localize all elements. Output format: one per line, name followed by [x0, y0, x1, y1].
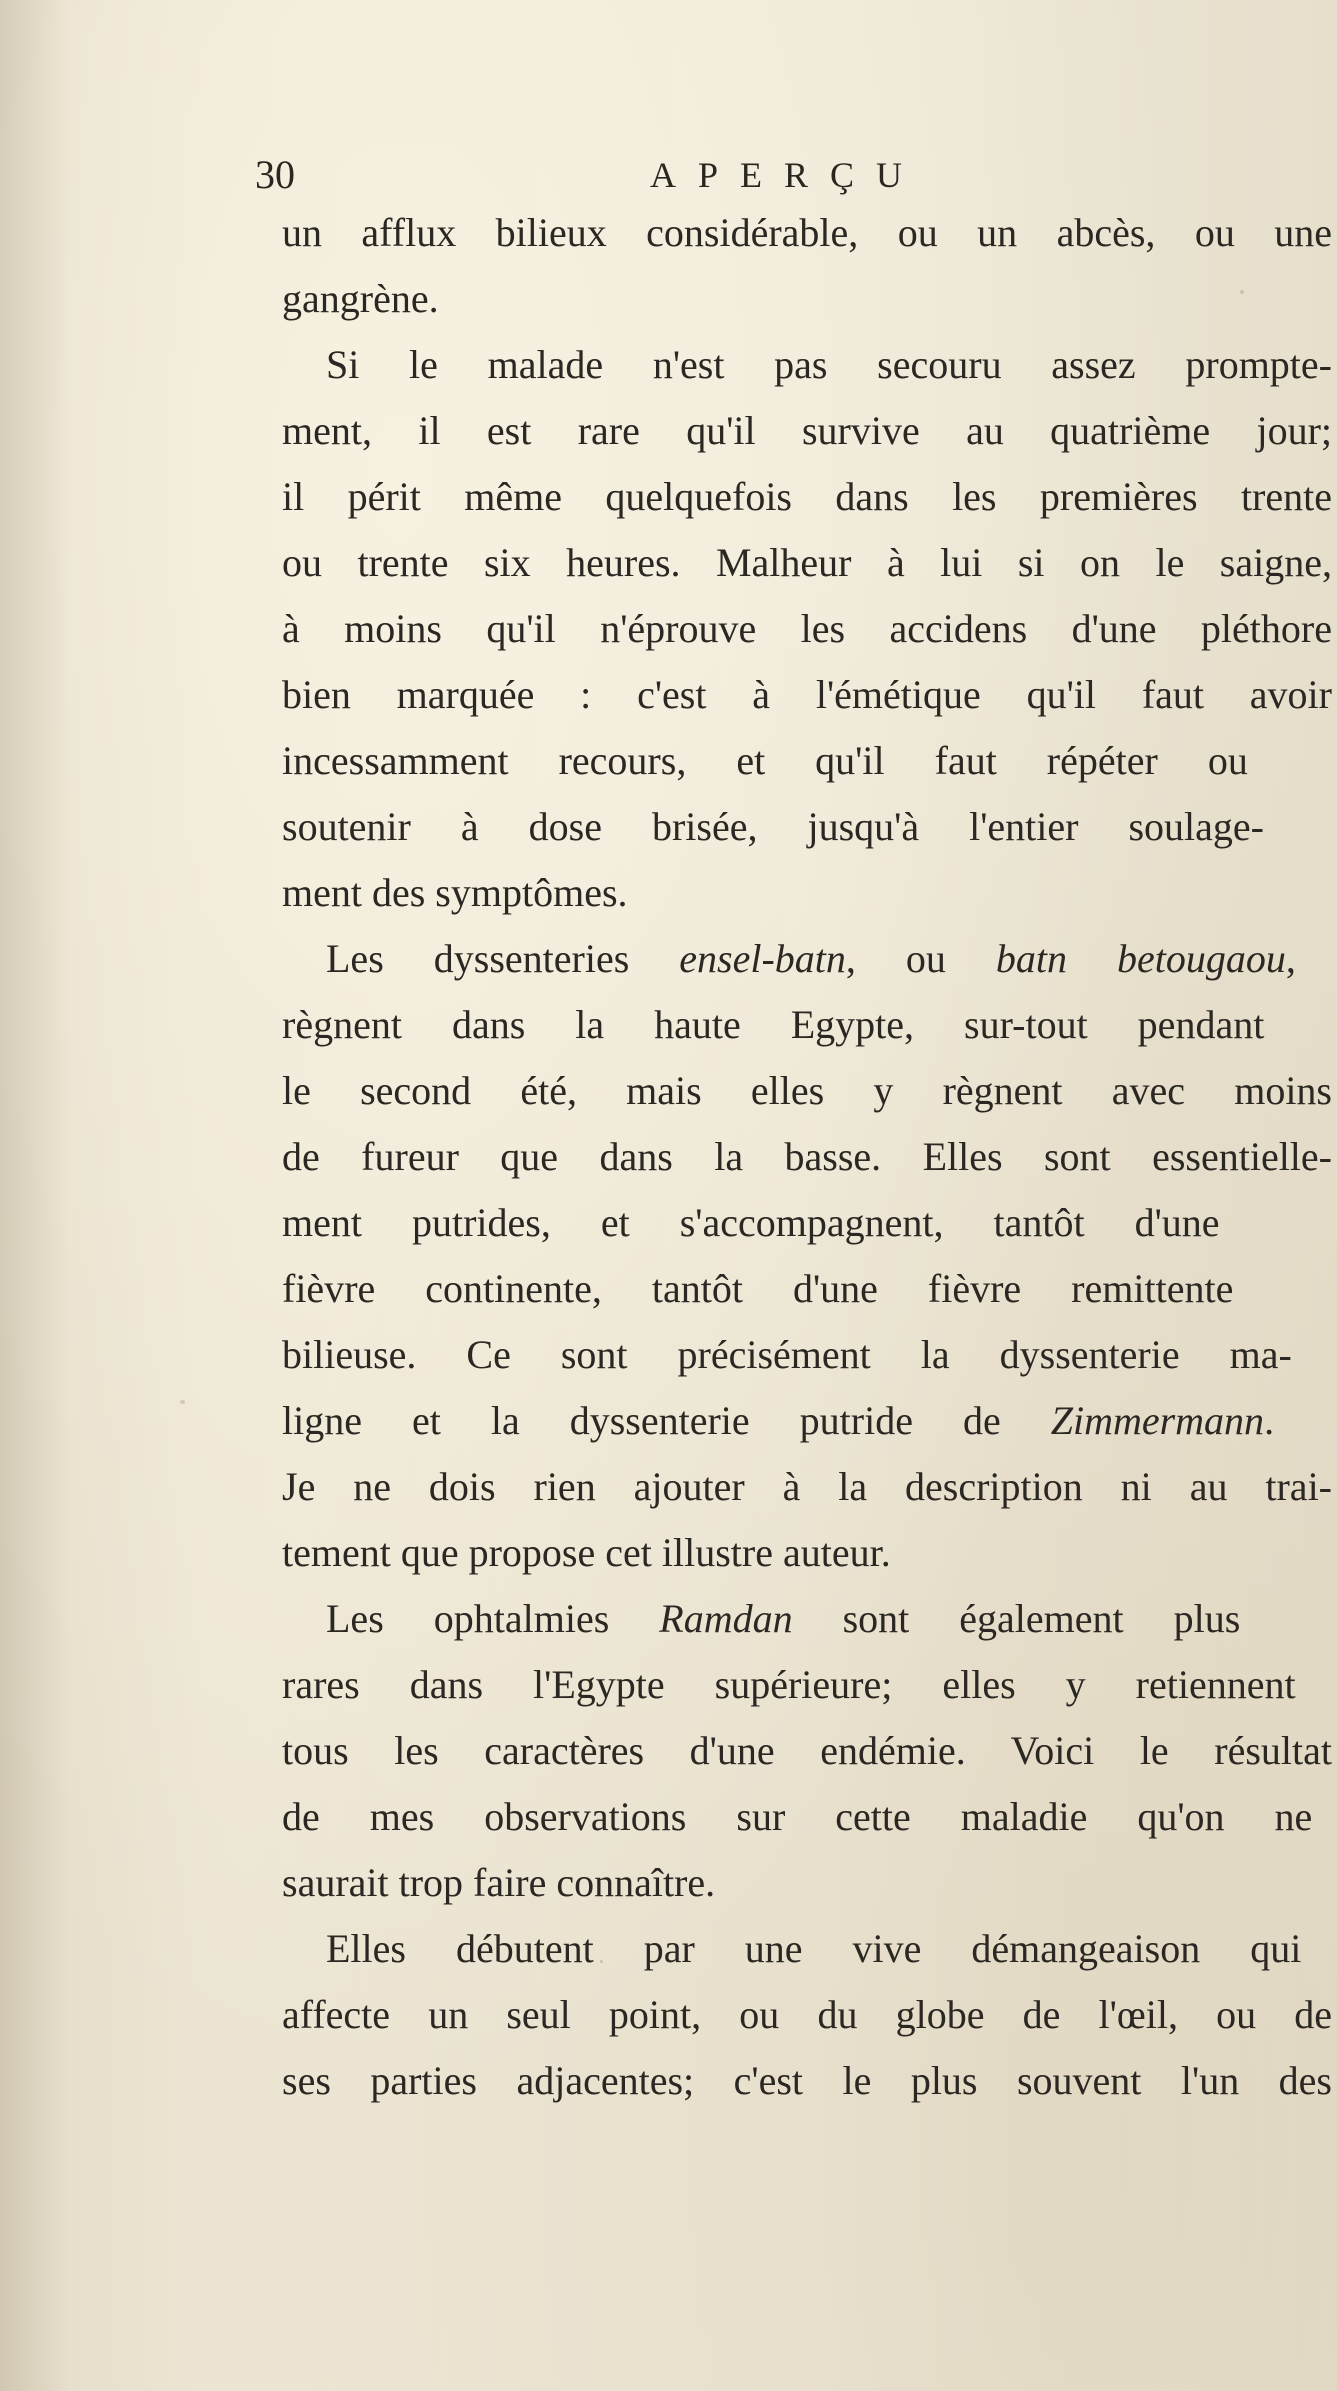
italic-term: Ramdan — [659, 1596, 793, 1641]
text-line — [282, 2048, 1332, 2114]
text-segment: bilieuse. Ce sont précisément la dyssenterie ma- — [282, 1332, 1292, 1377]
text-line — [282, 992, 1332, 1058]
text-line — [282, 860, 1332, 926]
text-line — [282, 1718, 1332, 1784]
text-segment: gangrène. — [282, 276, 439, 321]
text-segment: soutenir à dose brisée, jusqu'à l'entier soulage- — [282, 804, 1264, 849]
text-line — [282, 662, 1332, 728]
text-line — [282, 728, 1332, 794]
text-line — [282, 794, 1332, 860]
text-segment: bien marquée : c'est à l'émétique qu'il faut avoir — [282, 672, 1332, 717]
text-segment: tous les caractères d'une endémie. Voici le résultat — [282, 1728, 1332, 1773]
text-line — [282, 1256, 1332, 1322]
text-line — [282, 596, 1332, 662]
text-segment: de fureur que dans la basse. Elles sont essentielle- — [282, 1134, 1332, 1179]
text-line — [282, 1784, 1332, 1850]
text-segment: un afflux bilieux considérable, ou un abcès, ou une — [282, 210, 1332, 255]
paper-speck — [1240, 290, 1244, 294]
text-line — [282, 1850, 1332, 1916]
text-line — [282, 464, 1332, 530]
text-line — [282, 1124, 1332, 1190]
text-segment: . — [1264, 1398, 1275, 1443]
text-line — [282, 1322, 1332, 1388]
text-line — [282, 200, 1332, 266]
text-segment: fièvre continente, tantôt d'une fièvre remittente — [282, 1266, 1234, 1311]
italic-term: batn betougaou — [995, 936, 1286, 981]
text-line — [282, 1916, 1332, 1982]
text-segment: Si le malade n'est pas secouru assez prompte- — [326, 342, 1332, 387]
text-segment: ligne et la dyssenterie putride de — [282, 1398, 1051, 1443]
text-line — [282, 530, 1332, 596]
text-line — [282, 1190, 1332, 1256]
body-text — [282, 200, 1332, 2114]
text-segment: ment des symptômes. — [282, 870, 628, 915]
text-segment: ment, il est rare qu'il survive au quatrième jour; — [282, 408, 1332, 453]
text-line — [282, 332, 1332, 398]
page-header — [255, 145, 1335, 205]
text-line — [282, 1652, 1332, 1718]
text-line — [282, 266, 1332, 332]
text-segment: règnent dans la haute Egypte, sur-tout pendant — [282, 1002, 1265, 1047]
italic-term: ensel-batn — [679, 936, 846, 981]
text-segment: Les dyssenteries — [326, 936, 680, 981]
text-line — [282, 1058, 1332, 1124]
text-segment: saurait trop faire connaître. — [282, 1860, 716, 1905]
text-line — [282, 1982, 1332, 2048]
text-segment: Les ophtalmies — [326, 1596, 660, 1641]
text-segment: de mes observations sur cette maladie qu'on ne — [282, 1794, 1313, 1839]
text-segment: rares dans l'Egypte supérieure; elles y retiennent — [282, 1662, 1296, 1707]
italic-term: Zimmermann — [1050, 1398, 1265, 1443]
text-segment: Je ne dois rien ajouter à la description ni au trai- — [282, 1464, 1332, 1509]
page-number: 30 — [255, 152, 295, 197]
text-segment: tement que propose cet illustre auteur. — [282, 1530, 891, 1575]
text-line — [282, 398, 1332, 464]
text-line — [282, 1586, 1332, 1652]
text-segment: ou trente six heures. Malheur à lui si on le saigne, — [282, 540, 1332, 585]
text-segment: affecte un seul point, ou du globe de l'œil, ou de — [282, 1992, 1332, 2037]
paper-speck — [180, 1400, 185, 1404]
text-line — [282, 1388, 1332, 1454]
text-segment: à moins qu'il n'éprouve les accidens d'une pléthore — [282, 606, 1332, 651]
text-segment: Elles débutent par une vive démangeaison qui — [326, 1926, 1302, 1971]
text-line — [282, 926, 1332, 992]
gutter-shadow — [0, 0, 70, 2391]
text-segment: , — [1285, 936, 1296, 981]
text-segment: il périt même quelquefois dans les premières trente — [282, 474, 1332, 519]
text-segment: sont également plus — [792, 1596, 1241, 1641]
text-segment: , ou — [845, 936, 996, 981]
text-segment: ses parties adjacentes; c'est le plus souvent l'un des — [282, 2058, 1332, 2103]
paper-speck — [600, 1960, 603, 1963]
text-line — [282, 1454, 1332, 1520]
text-line — [282, 1520, 1332, 1586]
running-head: APERÇU — [650, 155, 925, 195]
text-segment: incessamment recours, et qu'il faut répéter ou — [282, 738, 1248, 783]
text-segment: ment putrides, et s'accompagnent, tantôt d'une — [282, 1200, 1220, 1245]
text-segment: le second été, mais elles y règnent avec moins — [282, 1068, 1332, 1113]
